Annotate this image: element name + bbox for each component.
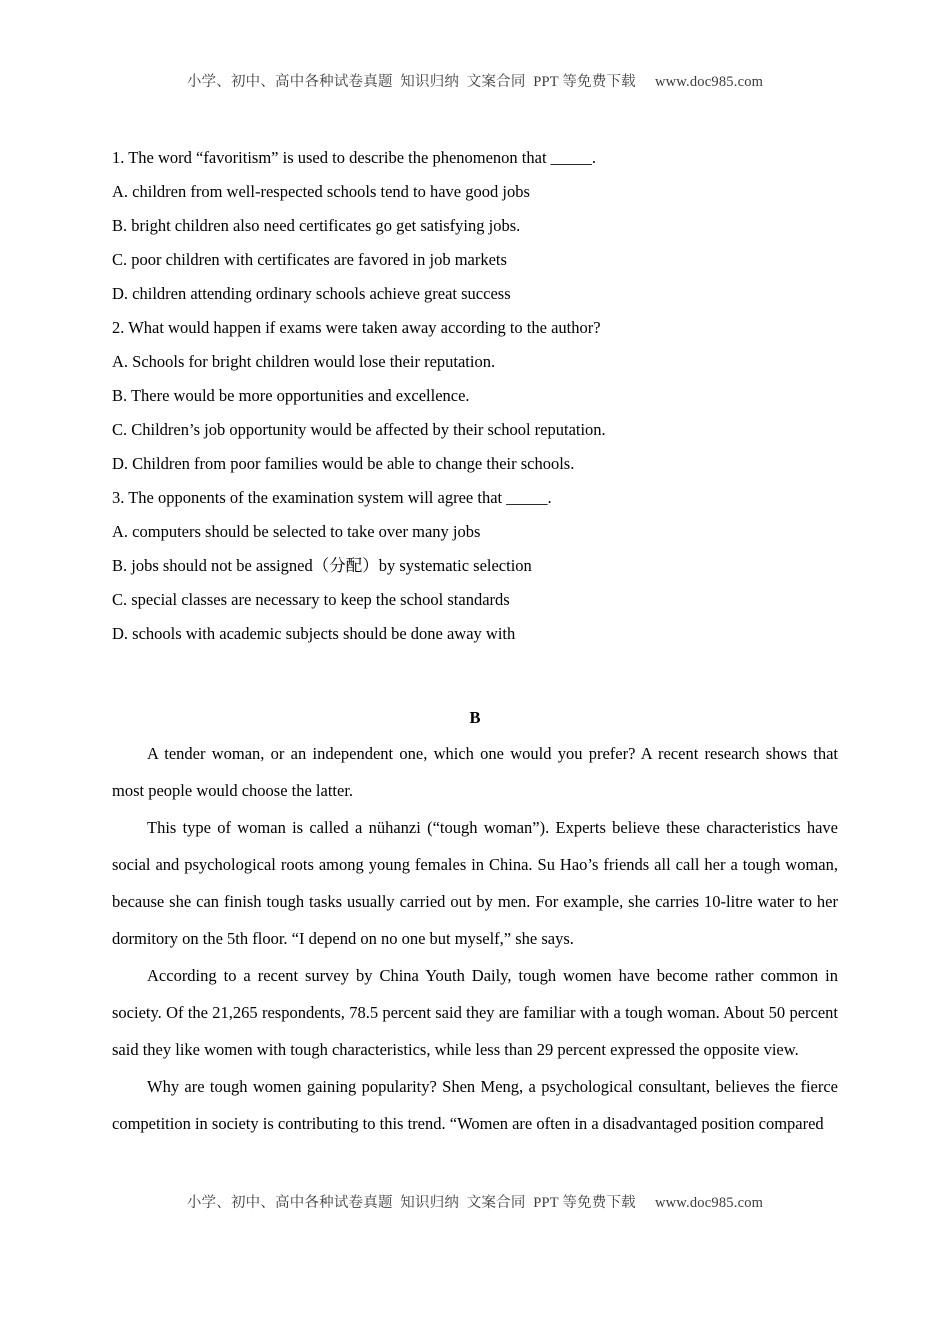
question-option: A. Schools for bright children would lose their reputation. — [112, 352, 496, 371]
passage-heading: B — [469, 708, 481, 727]
question-option: B. jobs should not be assigned（分配）by systematic selection — [112, 556, 532, 575]
page-content — [112, 141, 843, 1142]
question-option: D. children attending ordinary schools achieve great success — [112, 284, 511, 303]
question-option: D. Children from poor families would be able to change their schools. — [112, 454, 575, 473]
question-stem: 1. The word “favoritism” is used to describe the phenomenon that _____. — [112, 148, 597, 167]
running-header: 小学、初中、高中各种试卷真题 知识归纳 文案合同 PPT 等免费下载 www.doc985.com — [186, 74, 764, 90]
question-stem: 3. The opponents of the examination system will agree that _____. — [112, 488, 552, 507]
question-option: C. special classes are necessary to keep the school standards — [112, 590, 510, 609]
question-option: A. children from well-respected schools tend to have good jobs — [112, 182, 530, 201]
passage-paragraph: Why are tough women gaining popularity? Shen Meng, a psychological consultant, believes the fierce competition in society is contributing to this trend. “Women are often in a disadvantaged position compared — [112, 1077, 843, 1133]
passage-paragraph: A tender woman, or an independent one, which one would you prefer? A recent research shows that most people would choose the latter. — [112, 744, 843, 800]
question-option: C. poor children with certificates are favored in job markets — [112, 250, 507, 269]
passage-paragraph: This type of woman is called a nühanzi (“tough woman”). Experts believe these characteristics have social and psychological roots among young females in China. Su Hao’s friends all call her a tough woman, because she can finish tough tasks usually carried out by men. For example, she carries 10-litre water to her dormitory on the 5th floor. “I depend on no one but myself,” she says. — [112, 818, 843, 948]
question-option: C. Children’s job opportunity would be affected by their school reputation. — [112, 420, 606, 439]
question-stem: 2. What would happen if exams were taken away according to the author? — [112, 318, 601, 337]
question-option: A. computers should be selected to take over many jobs — [112, 522, 481, 541]
section-spacer — [112, 651, 838, 701]
question-option: B. bright children also need certificates go get satisfying jobs. — [112, 216, 521, 235]
passage-paragraph: According to a recent survey by China Youth Daily, tough women have become rather common in society. Of the 21,265 respondents, 78.5 percent said they are familiar with a tough woman. About 50 percent said they like women with tough characteristics, while less than 29 percent expressed the opposite view. — [112, 966, 843, 1059]
running-footer: 小学、初中、高中各种试卷真题 知识归纳 文案合同 PPT 等免费下载 www.doc985.com — [186, 1195, 764, 1211]
question-option: D. schools with academic subjects should be done away with — [112, 624, 516, 643]
question-option: B. There would be more opportunities and excellence. — [112, 386, 470, 405]
